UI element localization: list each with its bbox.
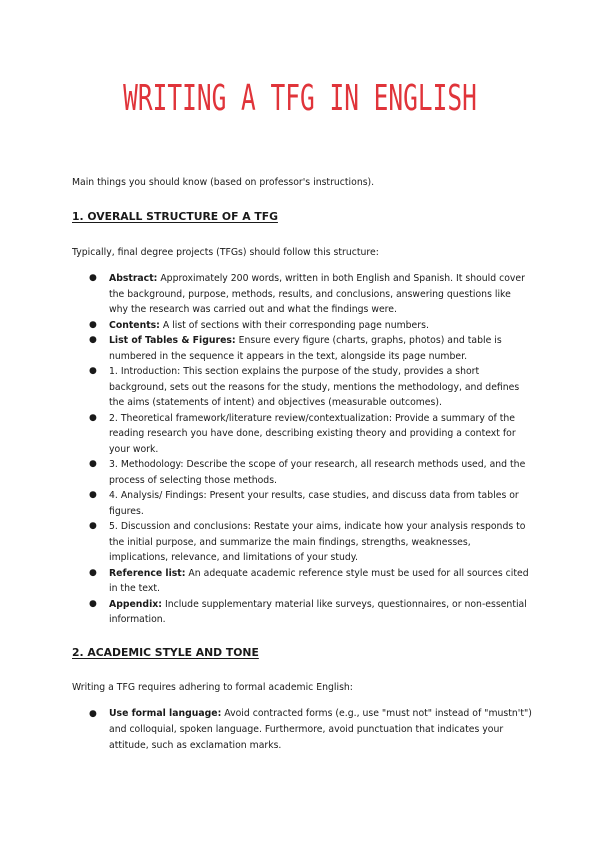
intro-text: Main things you should know (based on professor's instructions). <box>72 177 375 188</box>
section-heading-style: 2. ACADEMIC STYLE AND TONE <box>72 645 259 659</box>
list-item <box>72 318 532 334</box>
list-item <box>72 411 532 458</box>
list-item-text: 5. Discussion and conclusions: Restate your aims, indicate how your analysis responds to the initial purpose, and summarize the main findings, strengths, weaknesses, implications, relevance, and limitations of your study. <box>109 521 526 563</box>
list-item <box>72 333 532 364</box>
list-item-text: Ensure every figure (charts, graphs, photos) and table is numbered in the sequence it appears in the text, alongside its page number. <box>109 335 502 362</box>
bullet-dot-icon: ● <box>89 319 97 330</box>
section-heading-structure: 1. OVERALL STRUCTURE OF A TFG <box>72 209 278 223</box>
bullet-dot-icon: ● <box>89 412 97 423</box>
bullet-dot-icon: ● <box>89 335 97 345</box>
list-item <box>72 364 532 411</box>
list-item-label: Reference list: <box>109 567 186 579</box>
list-item-text: 1. Introduction: This section explains the purpose of the study, provides a short background, sets out the reasons for the study, mentions the methodology, and defines the aims (statements of intent) and objectives (measurable outcomes). <box>109 366 520 408</box>
list-item <box>72 457 532 488</box>
style-list <box>72 706 532 754</box>
list-item-text: Avoid contracted forms (e.g., use "must not" instead of "mustn't") and colloquial, spoken language. Furthermore, avoid punctuation that indicates your attitude, such as exclamation marks. <box>109 708 532 751</box>
list-item-label: Use formal language: <box>109 708 222 719</box>
list-item-label: Contents: <box>109 319 160 331</box>
document-body <box>72 175 532 754</box>
list-item-text: 4. Analysis/ Findings: Present your results, case studies, and discuss data from tables or figures. <box>109 490 519 517</box>
document-title: WRITING A TFG IN ENGLISH <box>123 78 477 119</box>
section-lead-structure: Typically, final degree projects (TFGs) should follow this structure: <box>72 246 379 258</box>
list-item-text: 3. Methodology: Describe the scope of your research, all research methods used, and the process of selecting those methods. <box>109 459 526 486</box>
list-item-label: Appendix: <box>109 598 162 610</box>
list-item <box>72 597 532 628</box>
list-item <box>72 519 532 566</box>
bullet-dot-icon: ● <box>89 598 97 609</box>
list-item-text: 2. Theoretical framework/literature review/contextualization: Provide a summary of the reading research you have done, describing existing theory and providing a context for your work. <box>109 412 516 455</box>
section-lead-style: Writing a TFG requires adhering to formal academic English: <box>72 681 353 693</box>
list-item <box>72 566 532 597</box>
bullet-dot-icon: ● <box>89 459 97 469</box>
list-item-label: Abstract: <box>109 273 158 284</box>
structure-list <box>72 271 532 628</box>
bullet-dot-icon: ● <box>89 273 97 283</box>
bullet-dot-icon: ● <box>89 366 97 376</box>
bullet-dot-icon: ● <box>89 490 97 500</box>
bullet-dot-icon: ● <box>89 521 97 531</box>
list-item-text: An adequate academic reference style must be used for all sources cited in the text. <box>109 567 529 594</box>
bullet-dot-icon: ● <box>89 567 97 578</box>
list-item-text: Approximately 200 words, written in both English and Spanish. It should cover the background, purpose, methods, results, and conclusions, answering questions like why the research was carried out and what the findings were. <box>109 273 525 315</box>
list-item <box>72 488 532 519</box>
list-item-text: A list of sections with their corresponding page numbers. <box>159 319 429 331</box>
list-item <box>72 706 532 754</box>
list-item <box>72 271 532 318</box>
list-item-label: List of Tables & Figures: <box>109 335 236 346</box>
list-item-text: Include supplementary material like surveys, questionnaires, or non-essential information. <box>109 598 527 625</box>
bullet-dot-icon: ● <box>89 709 97 719</box>
